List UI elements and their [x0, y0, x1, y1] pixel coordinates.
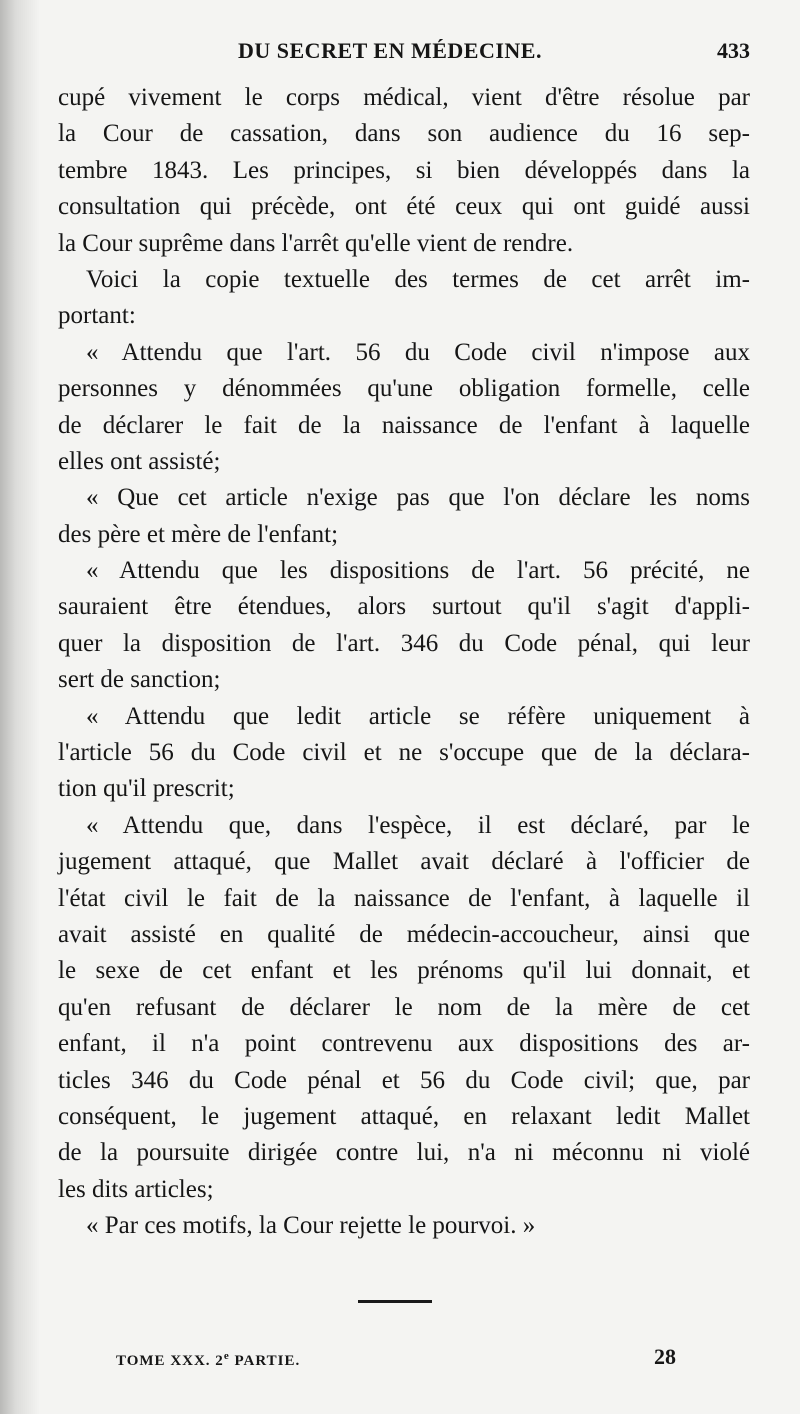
- text-line: « Attendu que les dispositions de l'art. 56 précité, ne: [86, 557, 750, 585]
- text-line: quer la disposition de l'art. 346 du Code pénal, qui leur: [58, 629, 750, 657]
- text-line: enfant, il n'a point contrevenu aux dispositions des ar-: [58, 1030, 750, 1058]
- text-line: tembre 1843. Les principes, si bien développés dans la: [58, 156, 750, 184]
- text-line: consultation qui précède, ont été ceux qui ont guidé aussi: [58, 193, 750, 221]
- signature-superscript: e: [223, 1350, 230, 1362]
- sheet-number: 28: [654, 1344, 676, 1369]
- text-line: tion qu'il prescrit;: [58, 775, 235, 803]
- text-line: « Que cet article n'exige pas que l'on déclare les noms: [86, 484, 750, 512]
- text-line: conséquent, le jugement attaqué, en relaxant ledit Mallet: [58, 1102, 750, 1130]
- text-line: « Attendu que ledit article se réfère uniquement à: [86, 702, 750, 730]
- text-line: « Par ces motifs, la Cour rejette le pourvoi. »: [86, 1212, 536, 1240]
- text-line: jugement attaqué, que Mallet avait déclaré à l'officier de: [58, 848, 750, 876]
- text-line: elles ont assisté;: [58, 447, 221, 475]
- text-line: les dits articles;: [58, 1175, 214, 1203]
- text-line: de la poursuite dirigée contre lui, n'a ni méconnu ni violé: [58, 1139, 750, 1167]
- text-line: sauraient être étendues, alors surtout qu'il s'agit d'appli-: [58, 593, 750, 621]
- text-line: « Attendu que, dans l'espèce, il est déclaré, par le: [86, 811, 750, 839]
- text-line: de déclarer le fait de la naissance de l'enfant à laquelle: [58, 411, 750, 439]
- page-footer: [116, 1344, 676, 1374]
- text-line: « Attendu que l'art. 56 du Code civil n'impose aux: [86, 338, 750, 366]
- page-number: 433: [717, 38, 750, 63]
- page-body: [58, 80, 750, 1245]
- text-line: personnes y dénommées qu'une obligation formelle, celle: [58, 375, 750, 403]
- closing-rule: [358, 1300, 432, 1303]
- text-line: ticles 346 du Code pénal et 56 du Code civil; que, par: [58, 1066, 750, 1094]
- text-line: le sexe de cet enfant et les prénoms qu'il lui donnait, et: [58, 957, 750, 985]
- signature-prefix: TOME XXX. 2: [116, 1353, 224, 1369]
- page-header: [60, 38, 750, 72]
- text-line: qu'en refusant de déclarer le nom de la mère de cet: [58, 993, 750, 1021]
- signature-mark: [116, 1350, 300, 1370]
- running-title: DU SECRET EN MÉDECINE.: [238, 38, 542, 63]
- text-line: Voici la copie textuelle des termes de cet arrêt im-: [86, 265, 750, 293]
- text-line: sert de sanction;: [58, 666, 221, 694]
- binding-shadow: [0, 0, 40, 1414]
- text-line: cupé vivement le corps médical, vient d'être résolue par: [58, 84, 750, 111]
- text-line: l'état civil le fait de la naissance de l'enfant, à laquelle il: [58, 884, 750, 912]
- text-line: portant:: [58, 302, 136, 330]
- text-line: des père et mère de l'enfant;: [58, 520, 339, 548]
- text-line: la Cour suprême dans l'arrêt qu'elle vient de rendre.: [58, 229, 574, 257]
- text-line: l'article 56 du Code civil et ne s'occupe que de la déclara-: [58, 739, 750, 767]
- text-line: la Cour de cassation, dans son audience du 16 sep-: [58, 120, 750, 148]
- text-line: avait assisté en qualité de médecin-accoucheur, ainsi que: [58, 920, 750, 948]
- signature-suffix: PARTIE.: [229, 1353, 301, 1369]
